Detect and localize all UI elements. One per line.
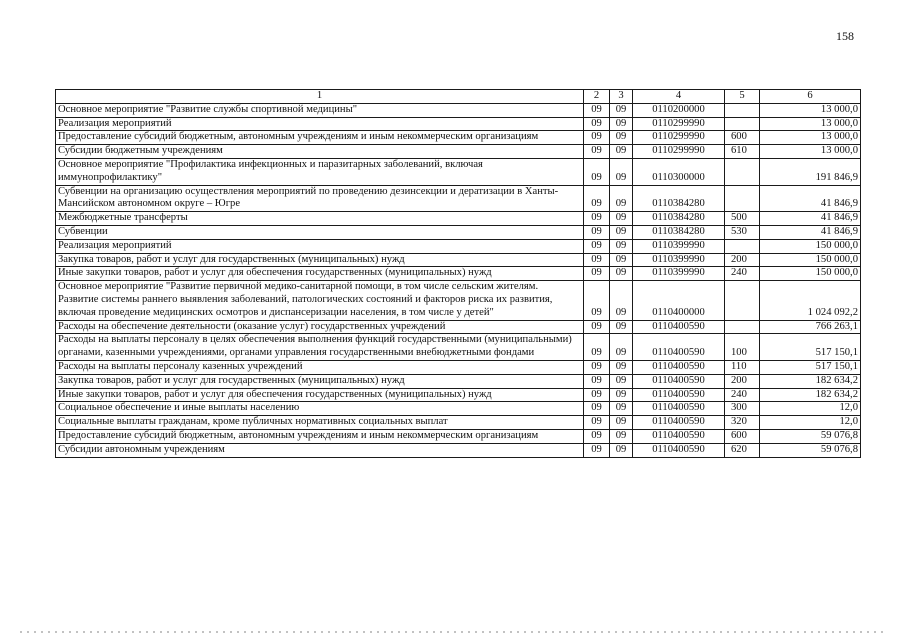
row-subsection-cell: 09 [610, 388, 633, 402]
row-amount-cell: 12,0 [760, 402, 861, 416]
row-section-cell: 09 [584, 402, 610, 416]
table-row [56, 103, 861, 117]
table-row [56, 239, 861, 253]
row-name-cell: Расходы на выплаты персоналу казенных учреждений [56, 360, 584, 374]
row-target-article-cell: 0110400590 [633, 388, 725, 402]
row-expense-type-cell: 200 [725, 253, 760, 267]
row-target-article-cell: 0110400000 [633, 281, 725, 320]
scan-artifact-line [20, 631, 885, 633]
row-target-article-cell: 0110299990 [633, 145, 725, 159]
row-subsection-cell: 09 [610, 212, 633, 226]
row-target-article-cell: 0110300000 [633, 158, 725, 185]
row-section-cell: 09 [584, 253, 610, 267]
row-target-article-cell: 0110384280 [633, 185, 725, 212]
row-target-article-cell: 0110400590 [633, 334, 725, 361]
page-number: 158 [836, 29, 854, 43]
table-row [56, 429, 861, 443]
row-section-cell: 09 [584, 145, 610, 159]
row-subsection-cell: 09 [610, 239, 633, 253]
row-expense-type-cell: 200 [725, 374, 760, 388]
row-subsection-cell: 09 [610, 267, 633, 281]
row-name-cell: Расходы на обеспечение деятельности (оказание услуг) государственных учреждений [56, 320, 584, 334]
row-expense-type-cell [725, 320, 760, 334]
row-name-cell: Субвенции на организацию осуществления мероприятий по проведению дезинсекции и дератизации в Ханты-Мансийском автономном округе – Югре [56, 185, 584, 212]
row-expense-type-cell [725, 239, 760, 253]
row-expense-type-cell: 620 [725, 443, 760, 457]
row-subsection-cell: 09 [610, 416, 633, 430]
row-target-article-cell: 0110399990 [633, 239, 725, 253]
row-target-article-cell: 0110400590 [633, 374, 725, 388]
row-amount-cell: 41 846,9 [760, 212, 861, 226]
row-section-cell: 09 [584, 103, 610, 117]
row-subsection-cell: 09 [610, 374, 633, 388]
row-amount-cell: 517 150,1 [760, 334, 861, 361]
row-subsection-cell: 09 [610, 429, 633, 443]
row-target-article-cell: 0110400590 [633, 320, 725, 334]
header-cell: 3 [610, 90, 633, 104]
row-name-cell: Предоставление субсидий бюджетным, автономным учреждениям и иным некоммерческим организациям [56, 429, 584, 443]
row-name-cell: Иные закупки товаров, работ и услуг для обеспечения государственных (муниципальных) нужд [56, 388, 584, 402]
row-section-cell: 09 [584, 360, 610, 374]
row-target-article-cell: 0110400590 [633, 360, 725, 374]
table-header-row [56, 90, 861, 104]
row-target-article-cell: 0110384280 [633, 212, 725, 226]
table-row [56, 281, 861, 320]
table-row [56, 185, 861, 212]
row-section-cell: 09 [584, 374, 610, 388]
row-section-cell: 09 [584, 429, 610, 443]
row-amount-cell: 13 000,0 [760, 117, 861, 131]
row-expense-type-cell: 100 [725, 334, 760, 361]
row-section-cell: 09 [584, 388, 610, 402]
row-amount-cell: 59 076,8 [760, 429, 861, 443]
row-target-article-cell: 0110399990 [633, 253, 725, 267]
row-section-cell: 09 [584, 267, 610, 281]
row-subsection-cell: 09 [610, 117, 633, 131]
row-amount-cell: 150 000,0 [760, 253, 861, 267]
table-row [56, 145, 861, 159]
row-name-cell: Основное мероприятие "Профилактика инфекционных и паразитарных заболеваний, включая иммунопрофилактику" [56, 158, 584, 185]
row-subsection-cell: 09 [610, 443, 633, 457]
row-expense-type-cell: 610 [725, 145, 760, 159]
row-expense-type-cell: 300 [725, 402, 760, 416]
row-target-article-cell: 0110384280 [633, 225, 725, 239]
row-expense-type-cell: 600 [725, 131, 760, 145]
budget-table [55, 89, 861, 458]
row-subsection-cell: 09 [610, 402, 633, 416]
table-row [56, 225, 861, 239]
row-expense-type-cell [725, 185, 760, 212]
table-row [56, 360, 861, 374]
table-row [56, 253, 861, 267]
row-section-cell: 09 [584, 212, 610, 226]
row-expense-type-cell: 240 [725, 267, 760, 281]
row-section-cell: 09 [584, 281, 610, 320]
row-amount-cell: 12,0 [760, 416, 861, 430]
row-name-cell: Расходы на выплаты персоналу в целях обеспечения выполнения функций государственными (муниципальными) органами, казенными учреждениями, органами управления государственными внебюджетными фондами [56, 334, 584, 361]
row-expense-type-cell: 240 [725, 388, 760, 402]
row-section-cell: 09 [584, 131, 610, 145]
row-expense-type-cell: 530 [725, 225, 760, 239]
row-section-cell: 09 [584, 158, 610, 185]
row-subsection-cell: 09 [610, 103, 633, 117]
row-expense-type-cell [725, 281, 760, 320]
row-expense-type-cell [725, 103, 760, 117]
row-amount-cell: 182 634,2 [760, 388, 861, 402]
row-amount-cell: 182 634,2 [760, 374, 861, 388]
row-expense-type-cell: 320 [725, 416, 760, 430]
row-name-cell: Социальные выплаты гражданам, кроме публичных нормативных социальных выплат [56, 416, 584, 430]
row-name-cell: Реализация мероприятий [56, 239, 584, 253]
header-cell: 5 [725, 90, 760, 104]
row-section-cell: 09 [584, 416, 610, 430]
row-subsection-cell: 09 [610, 360, 633, 374]
row-name-cell: Субсидии автономным учреждениям [56, 443, 584, 457]
row-subsection-cell: 09 [610, 253, 633, 267]
table-row [56, 131, 861, 145]
row-target-article-cell: 0110200000 [633, 103, 725, 117]
row-subsection-cell: 09 [610, 145, 633, 159]
row-amount-cell: 1 024 092,2 [760, 281, 861, 320]
table-body [56, 90, 861, 458]
row-name-cell: Иные закупки товаров, работ и услуг для обеспечения государственных (муниципальных) нужд [56, 267, 584, 281]
table-row [56, 388, 861, 402]
row-name-cell: Закупка товаров, работ и услуг для государственных (муниципальных) нужд [56, 253, 584, 267]
row-name-cell: Социальное обеспечение и иные выплаты населению [56, 402, 584, 416]
row-target-article-cell: 0110299990 [633, 117, 725, 131]
row-name-cell: Субвенции [56, 225, 584, 239]
row-expense-type-cell [725, 117, 760, 131]
row-subsection-cell: 09 [610, 281, 633, 320]
row-name-cell: Межбюджетные трансферты [56, 212, 584, 226]
row-amount-cell: 59 076,8 [760, 443, 861, 457]
row-expense-type-cell: 600 [725, 429, 760, 443]
row-name-cell: Предоставление субсидий бюджетным, автономным учреждениям и иным некоммерческим организациям [56, 131, 584, 145]
table-row [56, 267, 861, 281]
header-cell: 6 [760, 90, 861, 104]
row-subsection-cell: 09 [610, 131, 633, 145]
table-row [56, 320, 861, 334]
row-amount-cell: 150 000,0 [760, 239, 861, 253]
row-subsection-cell: 09 [610, 334, 633, 361]
table-row [56, 416, 861, 430]
row-name-cell: Закупка товаров, работ и услуг для государственных (муниципальных) нужд [56, 374, 584, 388]
table-row [56, 443, 861, 457]
row-expense-type-cell: 500 [725, 212, 760, 226]
table-row [56, 402, 861, 416]
row-amount-cell: 13 000,0 [760, 131, 861, 145]
row-amount-cell: 41 846,9 [760, 185, 861, 212]
table-row [56, 334, 861, 361]
row-subsection-cell: 09 [610, 225, 633, 239]
row-name-cell: Субсидии бюджетным учреждениям [56, 145, 584, 159]
row-target-article-cell: 0110400590 [633, 429, 725, 443]
header-cell: 2 [584, 90, 610, 104]
row-target-article-cell: 0110400590 [633, 443, 725, 457]
table-row [56, 212, 861, 226]
row-amount-cell: 13 000,0 [760, 103, 861, 117]
row-expense-type-cell [725, 158, 760, 185]
row-target-article-cell: 0110399990 [633, 267, 725, 281]
row-name-cell: Реализация мероприятий [56, 117, 584, 131]
row-amount-cell: 517 150,1 [760, 360, 861, 374]
row-subsection-cell: 09 [610, 320, 633, 334]
row-name-cell: Основное мероприятие "Развитие первичной медико-санитарной помощи, в том числе сельским жителям. Развитие системы раннего выявления заболеваний, патологических состояний и факторов риска их развития, включая проведение медицинских осмотров и диспансеризации населения, в том числе у детей" [56, 281, 584, 320]
row-subsection-cell: 09 [610, 185, 633, 212]
header-cell: 4 [633, 90, 725, 104]
row-name-cell: Основное мероприятие "Развитие службы спортивной медицины" [56, 103, 584, 117]
row-amount-cell: 150 000,0 [760, 267, 861, 281]
header-cell: 1 [56, 90, 584, 104]
row-target-article-cell: 0110400590 [633, 402, 725, 416]
row-section-cell: 09 [584, 443, 610, 457]
row-amount-cell: 766 263,1 [760, 320, 861, 334]
table-row [56, 374, 861, 388]
row-amount-cell: 191 846,9 [760, 158, 861, 185]
row-section-cell: 09 [584, 320, 610, 334]
row-section-cell: 09 [584, 334, 610, 361]
row-target-article-cell: 0110299990 [633, 131, 725, 145]
row-expense-type-cell: 110 [725, 360, 760, 374]
table-row [56, 117, 861, 131]
row-section-cell: 09 [584, 117, 610, 131]
row-subsection-cell: 09 [610, 158, 633, 185]
row-target-article-cell: 0110400590 [633, 416, 725, 430]
row-section-cell: 09 [584, 225, 610, 239]
row-section-cell: 09 [584, 239, 610, 253]
table-row [56, 158, 861, 185]
row-section-cell: 09 [584, 185, 610, 212]
row-amount-cell: 41 846,9 [760, 225, 861, 239]
row-amount-cell: 13 000,0 [760, 145, 861, 159]
